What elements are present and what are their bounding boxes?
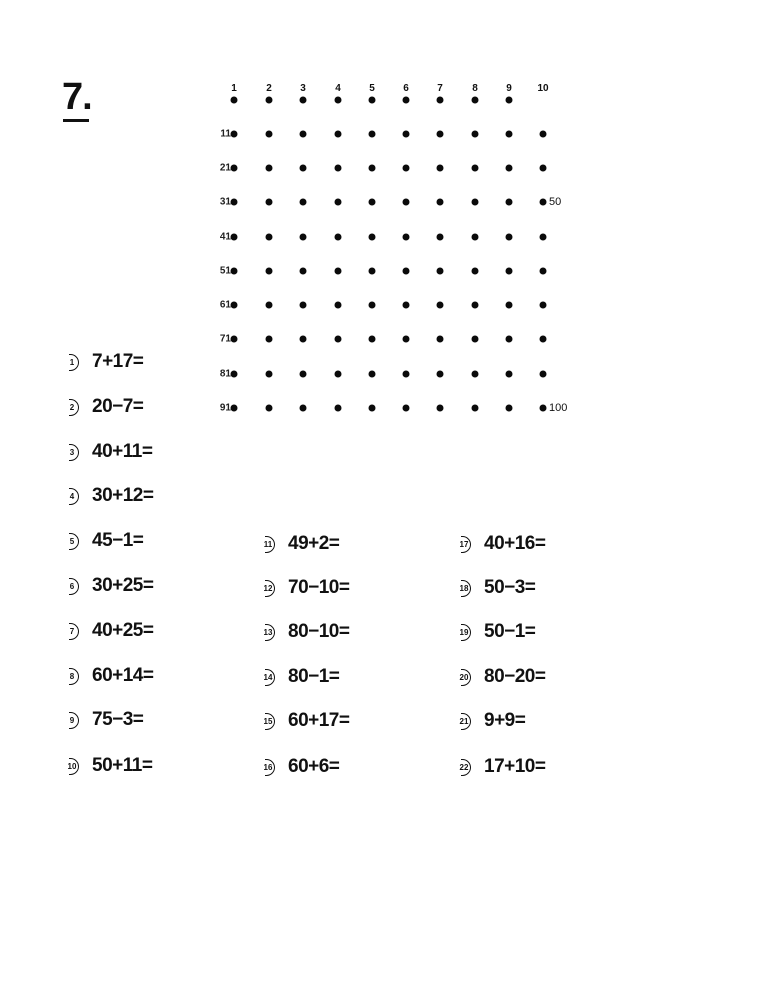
problem-item xyxy=(62,350,143,374)
grid-dot xyxy=(540,268,547,275)
grid-dot xyxy=(231,131,238,138)
problem-expression: 20−7= xyxy=(92,396,144,417)
grid-dot xyxy=(437,165,444,172)
problem-item xyxy=(454,665,545,689)
grid-row-label: 11 xyxy=(220,128,231,140)
problem-expression: 50+11= xyxy=(92,755,153,776)
grid-dot xyxy=(437,405,444,412)
problem-item xyxy=(62,708,143,732)
grid-dot xyxy=(540,336,547,343)
problem-item xyxy=(258,532,339,556)
grid-dot xyxy=(266,234,273,241)
problem-item xyxy=(258,665,339,689)
problem-expression: 80−1= xyxy=(288,666,340,687)
grid-row-label: 81 xyxy=(219,368,231,380)
grid-column-label: 6 xyxy=(403,83,409,94)
problem-item xyxy=(454,532,545,556)
grid-dot xyxy=(506,336,513,343)
grid-dot xyxy=(403,199,410,206)
grid-dot xyxy=(335,131,342,138)
grid-dot xyxy=(231,336,238,343)
circled-number-icon: 15 xyxy=(258,713,278,729)
grid-column-label: 4 xyxy=(335,83,341,94)
problem-item xyxy=(258,755,339,779)
grid-dot xyxy=(472,336,479,343)
grid-row-label: 51 xyxy=(219,265,231,277)
grid-dot xyxy=(335,165,342,172)
grid-dot xyxy=(437,97,444,104)
problem-item xyxy=(62,574,153,598)
problem-expression: 49+2= xyxy=(288,533,340,554)
grid-dot xyxy=(231,371,238,378)
grid-dot xyxy=(403,268,410,275)
problem-expression: 9+9= xyxy=(484,710,526,731)
grid-dot xyxy=(506,199,513,206)
problem-item xyxy=(454,709,525,733)
grid-dot xyxy=(266,405,273,412)
grid-dot xyxy=(300,97,307,104)
grid-dot xyxy=(300,131,307,138)
grid-dot xyxy=(300,371,307,378)
problem-expression: 30+25= xyxy=(92,575,154,596)
grid-column-label: 8 xyxy=(472,83,478,94)
circled-number-icon: 14 xyxy=(258,669,278,685)
problem-item xyxy=(62,529,143,553)
grid-dot xyxy=(472,234,479,241)
problem-item xyxy=(62,395,143,419)
problem-item xyxy=(454,620,535,644)
problem-expression: 80−20= xyxy=(484,666,546,687)
grid-dot xyxy=(369,302,376,309)
grid-dot xyxy=(369,268,376,275)
circled-number-icon: 8 xyxy=(62,668,82,684)
grid-dot xyxy=(403,165,410,172)
grid-row-label: 71 xyxy=(219,333,231,345)
circled-number-icon: 19 xyxy=(454,624,474,640)
grid-dot xyxy=(335,336,342,343)
problem-expression: 60+14= xyxy=(92,665,154,686)
problem-expression: 40+25= xyxy=(92,620,154,641)
circled-number-icon: 22 xyxy=(454,759,474,775)
circled-number-icon: 10 xyxy=(62,758,82,774)
problem-item xyxy=(454,755,545,779)
grid-dot xyxy=(335,97,342,104)
problem-item xyxy=(62,619,153,643)
circled-number-icon: 7 xyxy=(62,623,82,639)
grid-dot xyxy=(231,97,238,104)
grid-row-label: 31 xyxy=(219,196,231,208)
problem-expression: 50−1= xyxy=(484,621,536,642)
grid-column-label: 3 xyxy=(300,83,306,94)
problem-item xyxy=(62,484,153,508)
circled-number-icon: 6 xyxy=(62,578,82,594)
grid-dot xyxy=(335,302,342,309)
grid-end-label: 100 xyxy=(549,402,568,414)
problem-item xyxy=(258,576,349,600)
task-number: 7. xyxy=(62,76,92,118)
grid-dot xyxy=(472,131,479,138)
grid-dot xyxy=(369,405,376,412)
grid-column-label: 5 xyxy=(369,83,375,94)
grid-dot xyxy=(300,405,307,412)
grid-dot xyxy=(335,199,342,206)
grid-dot xyxy=(300,302,307,309)
circled-number-icon: 3 xyxy=(62,444,82,460)
grid-column-label: 7 xyxy=(437,83,443,94)
grid-dot xyxy=(540,405,547,412)
problem-item xyxy=(62,440,152,464)
grid-dot xyxy=(437,199,444,206)
grid-dot xyxy=(506,165,513,172)
grid-dot xyxy=(403,371,410,378)
circled-number-icon: 2 xyxy=(62,399,82,415)
circled-number-icon: 11 xyxy=(258,536,278,552)
grid-dot xyxy=(300,234,307,241)
circled-number-icon: 1 xyxy=(62,354,82,370)
problem-expression: 75−3= xyxy=(92,709,144,730)
grid-dot xyxy=(266,268,273,275)
grid-dot xyxy=(231,165,238,172)
grid-dot xyxy=(369,165,376,172)
grid-dot xyxy=(472,199,479,206)
grid-dot xyxy=(403,405,410,412)
problem-expression: 50−3= xyxy=(484,577,536,598)
circled-number-icon: 17 xyxy=(454,536,474,552)
problem-item xyxy=(454,576,535,600)
grid-dot xyxy=(540,302,547,309)
grid-column-label: 10 xyxy=(537,83,549,94)
circled-number-icon: 9 xyxy=(62,712,82,728)
problem-expression: 70−10= xyxy=(288,577,350,598)
problem-expression: 80−10= xyxy=(288,621,350,642)
grid-dot xyxy=(506,371,513,378)
grid-column-label: 2 xyxy=(266,83,272,94)
grid-dot xyxy=(472,405,479,412)
grid-dot xyxy=(540,234,547,241)
problem-expression: 40+16= xyxy=(484,533,546,554)
grid-column-label: 1 xyxy=(231,83,237,94)
grid-dot xyxy=(231,268,238,275)
grid-dot xyxy=(403,302,410,309)
problem-expression: 7+17= xyxy=(92,351,144,372)
circled-number-icon: 5 xyxy=(62,533,82,549)
grid-dot xyxy=(231,302,238,309)
grid-row-label: 91 xyxy=(219,402,231,414)
grid-dot xyxy=(369,371,376,378)
grid-dot xyxy=(506,268,513,275)
grid-dot xyxy=(437,371,444,378)
grid-dot xyxy=(437,268,444,275)
grid-dot xyxy=(506,302,513,309)
circled-number-icon: 12 xyxy=(258,580,278,596)
grid-dot xyxy=(403,131,410,138)
circled-number-icon: 16 xyxy=(258,759,278,775)
grid-dot xyxy=(472,371,479,378)
grid-dot xyxy=(472,302,479,309)
grid-dot xyxy=(231,234,238,241)
grid-dot xyxy=(540,165,547,172)
circled-number-icon: 13 xyxy=(258,624,278,640)
grid-dot xyxy=(369,336,376,343)
grid-dot xyxy=(335,371,342,378)
grid-dot xyxy=(437,302,444,309)
grid-dot xyxy=(335,405,342,412)
grid-dot xyxy=(506,405,513,412)
grid-dot xyxy=(266,97,273,104)
grid-column-label: 9 xyxy=(506,83,512,94)
problem-expression: 40+11= xyxy=(92,441,153,462)
grid-row-label: 61 xyxy=(219,299,231,311)
grid-dot xyxy=(335,234,342,241)
grid-dot xyxy=(266,371,273,378)
grid-dot xyxy=(266,302,273,309)
grid-dot xyxy=(300,336,307,343)
problem-expression: 60+17= xyxy=(288,710,350,731)
grid-dot xyxy=(506,234,513,241)
grid-dot xyxy=(300,199,307,206)
grid-dot xyxy=(437,131,444,138)
grid-dot xyxy=(300,165,307,172)
grid-dot xyxy=(300,268,307,275)
grid-dot xyxy=(369,199,376,206)
grid-dot xyxy=(437,336,444,343)
grid-dot xyxy=(231,199,238,206)
problem-item xyxy=(62,664,153,688)
grid-end-label: 50 xyxy=(549,196,562,208)
problem-expression: 17+10= xyxy=(484,756,546,777)
grid-dot xyxy=(540,371,547,378)
grid-dot xyxy=(335,268,342,275)
grid-dot xyxy=(231,405,238,412)
grid-row-label: 41 xyxy=(219,231,231,243)
circled-number-icon: 18 xyxy=(454,580,474,596)
problem-item xyxy=(258,620,349,644)
grid-dot xyxy=(437,234,444,241)
grid-dot xyxy=(266,131,273,138)
grid-dot xyxy=(403,97,410,104)
problem-item xyxy=(62,754,152,778)
grid-dot xyxy=(472,165,479,172)
grid-dot xyxy=(540,199,547,206)
grid-dot xyxy=(266,199,273,206)
grid-row-label: 21 xyxy=(219,162,231,174)
grid-dot xyxy=(369,131,376,138)
grid-dot xyxy=(403,336,410,343)
problem-expression: 30+12= xyxy=(92,485,154,506)
problem-expression: 60+6= xyxy=(288,756,340,777)
problem-expression: 45−1= xyxy=(92,530,144,551)
grid-dot xyxy=(369,97,376,104)
grid-dot xyxy=(506,131,513,138)
grid-dot xyxy=(472,268,479,275)
grid-dot xyxy=(266,336,273,343)
grid-dot xyxy=(540,131,547,138)
grid-dot xyxy=(506,97,513,104)
problem-item xyxy=(258,709,349,733)
circled-number-icon: 4 xyxy=(62,488,82,504)
circled-number-icon: 20 xyxy=(454,669,474,685)
grid-dot xyxy=(472,97,479,104)
grid-dot xyxy=(369,234,376,241)
grid-dot xyxy=(403,234,410,241)
grid-dot xyxy=(266,165,273,172)
circled-number-icon: 21 xyxy=(454,713,474,729)
